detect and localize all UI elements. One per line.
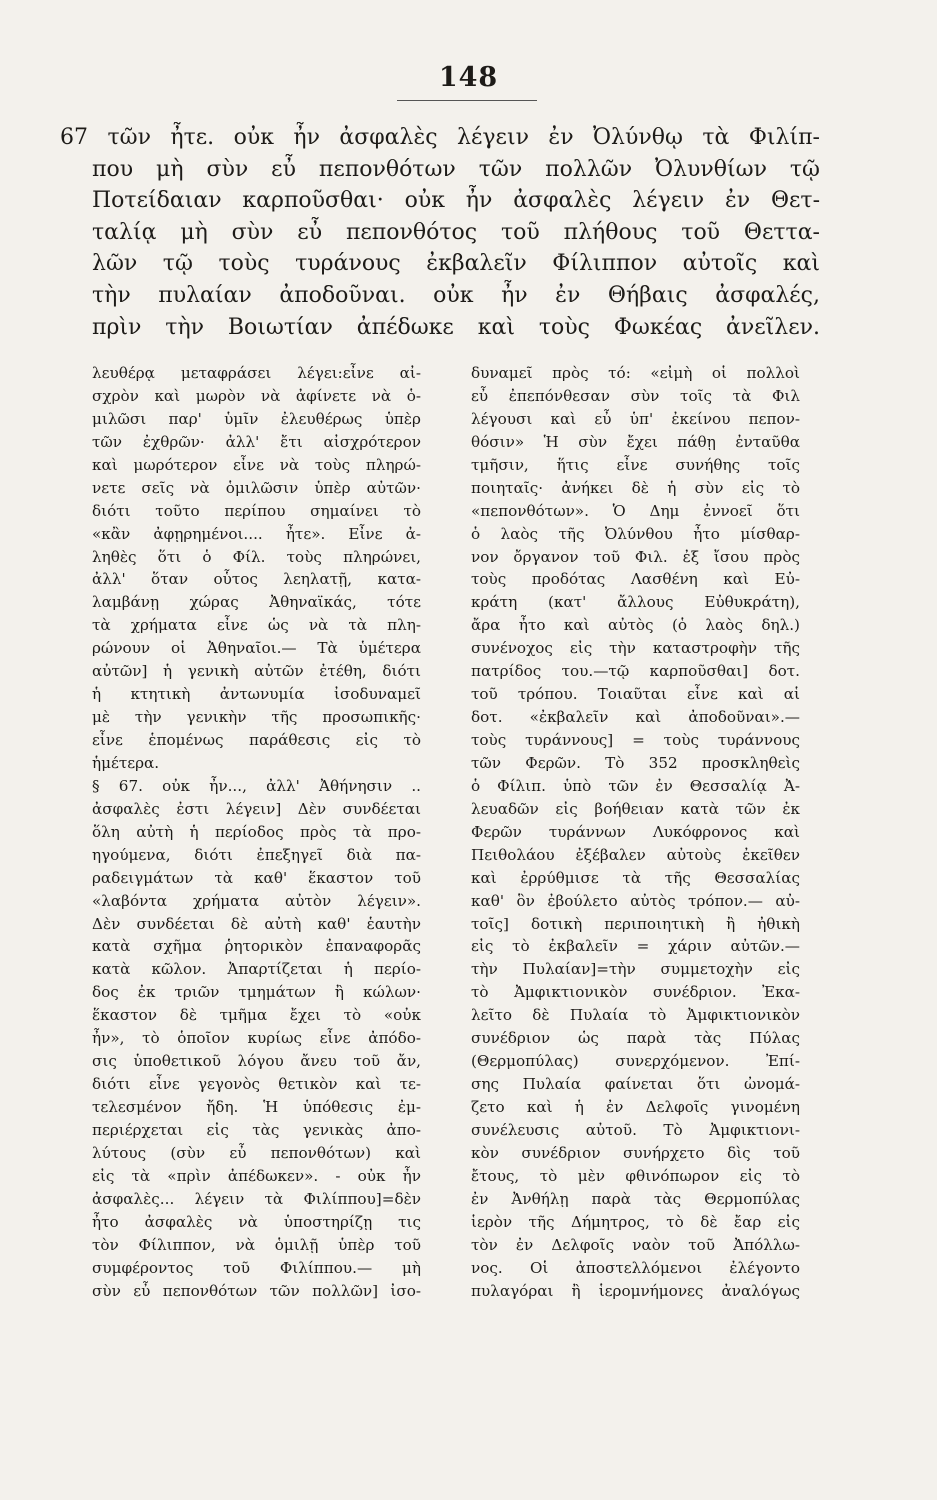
left-column-line: σις ὑποθετικοῦ λόγου ἄνευ τοῦ ἄν, [92,1052,421,1071]
left-column-line: ἡμέτερα. [92,753,160,772]
right-column-line: τοῦ τρόπου. Τοιαῦται εἶνε καὶ αἱ [471,685,800,704]
left-column-line: νετε σεῖς νὰ ὁμιλῶσιν ὑπὲρ αὐτῶν· [92,478,421,497]
left-column-line: τῶν ἐχθρῶν· ἀλλ' ἔτι αἰσχρότερον [92,432,421,451]
left-column-line: ραδειγμάτων τὰ καθ' ἕκαστον τοῦ [92,868,421,887]
left-column-line: λαμβάνῃ χώρας Ἀθηναϊκάς, τότε [92,593,421,612]
left-column-line: μιλῶσι παρ' ὑμῖν ἐλευθέρως ὑπὲρ [92,409,421,428]
left-column-line: συμφέροντος τοῦ Φιλίππου.— μὴ [92,1258,421,1277]
left-column [92,362,421,1302]
main-line: πρὶν τὴν Βοιωτίαν ἀπέδωκε καὶ τοὺς Φωκέας ἀνεῖλεν. [92,314,820,340]
right-column-line: σης Πυλαία φαίνεται ὅτι ὠνομά- [471,1075,800,1094]
right-column-line: ἔτους, τὸ μὲν φθινόπωρον εἰς τὸ [471,1166,800,1185]
left-column-line: σχρὸν καὶ μωρὸν νὰ ἀφίνετε νὰ ὁ- [92,386,421,405]
left-column-line: τὸν Φίλιππον, νὰ ὁμιλῇ ὑπὲρ τοῦ [92,1235,421,1254]
header-rule [397,100,537,101]
left-column-line: Δὲν συνδέεται δὲ αὐτὴ καθ' ἑαυτὴν [92,914,421,933]
right-column-line: συνένοχος εἰς τὴν καταστροφὴν τῆς [471,639,800,658]
left-column-line: ἦν», τὸ ὁποῖον κυρίως εἶνε ἀπόδο- [92,1029,421,1048]
right-column-line: τὸ Ἀμφικτιονικὸν συνέδριον. Ἐκα- [471,983,800,1002]
right-column [471,362,800,1302]
right-column-line: Φερῶν τυράννων Λυκόφρονος καὶ [471,822,800,841]
right-column-line: λευαδῶν εἰς βοήθειαν κατὰ τῶν ἐκ [471,799,800,818]
main-line: τὴν πυλαίαν ἀποδοῦναι. οὐκ ἦν ἐν Θήβαις ἀσφαλές, [92,282,820,308]
main-text [60,122,820,343]
right-column-line: πατρίδος του.—τῷ καρποῦσθαι] δοτ. [471,662,800,681]
right-column-line: ἄρα ἦτο καὶ αὐτὸς (ὁ λαὸς δηλ.) [471,616,800,635]
main-line: που μὴ σὺν εὖ πεπονθότων τῶν πολλῶν Ὀλυνθίων τῷ [92,156,820,182]
right-column-line: Πειθολάου ἐξέβαλεν αὐτοὺς ἐκεῖθεν [471,845,800,864]
left-column-line: διότι εἶνε γεγονὸς θετικὸν καὶ τε- [92,1075,421,1094]
right-column-line: δυναμεῖ πρὸς τό: «εἰμὴ οἱ πολλοὶ [471,364,800,382]
right-column-line: νος. Οἱ ἀποστελλόμενοι ἐλέγοντο [471,1258,800,1277]
left-column-line: εἶνε ἑπομένως παράθεσις εἰς τὸ [92,731,421,749]
left-column-line: εἰς τὰ «πρὶν ἀπέδωκεν». - οὐκ ἦν [92,1166,421,1185]
left-column-line: κατὰ σχῆμα ῥητορικὸν ἐπαναφορᾶς [92,937,421,956]
left-column-line: σὺν εὖ πεπονθότων τῶν πολλῶν] ἰσο- [92,1281,421,1300]
left-column-line: ὅλη αὐτὴ ἡ περίοδος πρὸς τὰ προ- [92,822,421,841]
right-column-line: «πεπονθότων». Ὁ Δημ ἐννοεῖ ὅτι [471,501,800,520]
left-column-line: αὐτῶν] ἡ γενικὴ αὐτῶν ἐτέθη, διότι [92,662,421,681]
left-column-line: ἕκαστον δὲ τμῆμα ἔχει τὸ «οὐκ [92,1006,421,1025]
right-column-line: τὸν ἐν Δελφοῖς ναὸν τοῦ Ἀπόλλω- [471,1235,800,1254]
right-column-line: εἰς τὸ ἐκβαλεῖν = χάριν αὐτῶν.— [471,937,800,956]
right-column-line: τὴν Πυλαίαν]=τὴν συμμετοχὴν εἰς [471,960,800,979]
right-column-line: τμῆσιν, ἥτις εἶνε συνήθης τοῖς [471,455,800,474]
page-number: 148 [438,62,499,93]
right-column-line: ζετο καὶ ἡ ἐν Δελφοῖς γινομένη [471,1098,800,1116]
right-column-line: κὸν συνέδριον συνήρχετο δὶς τοῦ [471,1143,800,1162]
left-column-line: ἦτο ἀσφαλὲς νὰ ὑποστηρίζῃ τις [92,1212,421,1231]
left-column-line: δος ἐκ τριῶν τμημάτων ἢ κώλων· [92,983,421,1002]
left-column-line: τελεσμένον ἤδη. Ἡ ὑπόθεσις ἐμ- [92,1098,421,1116]
line-number: 67 [60,125,88,150]
left-column-line: λύτους (σὺν εὖ πεπονθότων) καὶ [92,1143,421,1162]
main-line: λῶν τῷ τοὺς τυράνους ἐκβαλεῖν Φίλιππον αὐτοῖς καὶ [92,251,820,277]
main-line-text: τῶν ἦτε. οὐκ ἦν ἀσφαλὲς λέγειν ἐν Ὀλύνθῳ τὰ Φιλίπ- [107,125,820,150]
left-column-line: μὲ τὴν γενικὴν τῆς προσωπικῆς· [92,708,421,727]
right-column-line: δοτ. «ἐκβαλεῖν καὶ ἀποδοῦναι».— [471,708,800,727]
right-column-line: ἐν Ἀνθήλῃ παρὰ τὰς Θερμοπύλας [471,1189,800,1208]
right-column-line: τοὺς προδότας Λασθένη καὶ Εὐ- [471,570,800,589]
right-column-line: συνέδριον ὡς παρὰ τὰς Πύλας [471,1029,800,1048]
left-column-line: διότι τοῦτο περίπου σημαίνει τὸ [92,501,421,520]
left-column-line: ηγούμενα, διότι ἐπεξηγεῖ διὰ πα- [92,845,421,864]
right-column-line: καθ' ὃν ἐβούλετο αὐτὸς τρόπον.— αὐ- [471,891,800,910]
right-column-line: καὶ ἐρρύθμισε τὰ τῆς Θεσσαλίας [471,868,800,887]
left-column-line: καὶ μωρότερον εἶνε νὰ τοὺς πληρώ- [92,455,421,474]
commentary-columns [92,362,816,1382]
right-column-line: λέγουσι καὶ εὖ ὑπ' ἐκείνου πεπον- [471,409,800,428]
main-line [60,122,820,154]
right-column-line: λεῖτο δὲ Πυλαία τὸ Ἀμφικτιονικὸν [471,1006,800,1025]
left-column-line: «κἂν ἀφῃρημένοι.... ἦτε». Εἶνε ἀ- [92,524,421,543]
right-column-line: συνέλευσις αὐτοῦ. Τὸ Ἀμφικτιονι- [471,1120,800,1139]
right-column-line: τοὺς τυράννους] = τοὺς τυράννους [471,731,800,749]
right-column-line: ἱερὸν τῆς Δήμητρος, τὸ δὲ ἔαρ εἰς [471,1212,800,1231]
right-column-line: τῶν Φερῶν. Τὸ 352 προσκληθεὶς [471,753,800,772]
main-line: Ποτείδαιαν καρποῦσθαι· οὐκ ἦν ἀσφαλὲς λέγειν ἐν Θετ- [92,188,820,214]
left-column-line: «λαβόντα χρήματα αὐτὸν λέγειν». [92,891,421,910]
left-column-line: λευθέρᾳ μεταφράσει λέγει:εἶνε αἰ- [92,364,421,382]
left-column-line: § 67. οὐκ ἦν..., ἀλλ' Ἀθήνησιν .. [92,776,421,795]
left-column-line: ληθὲς ὅτι ὁ Φίλ. τοὺς πληρώνει, [92,547,421,566]
right-column-line: νον ὄργανον τοῦ Φιλ. ἐξ ἴσου πρὸς [471,547,800,566]
left-column-line: κατὰ κῶλον. Ἀπαρτίζεται ἡ περίο- [92,960,421,979]
right-column-line: ποιηταῖς· ἀνήκει δὲ ἡ σὺν εἰς τὸ [471,478,800,497]
left-column-line: ρώνουν οἱ Ἀθηναῖοι.— Τὰ ὑμέτερα [92,639,421,658]
right-column-line: ὁ Φίλιπ. ὑπὸ τῶν ἐν Θεσσαλίᾳ Ἀ- [471,776,800,795]
right-column-line: εὖ ἐπεπόνθεσαν σὺν τοῖς τὰ Φιλ [471,386,800,405]
main-line: ταλίᾳ μὴ σὺν εὖ πεπονθότος τοῦ πλήθους τοῦ Θεττα- [92,219,820,245]
right-column-line: κράτη (κατ' ἄλλους Εὐθυκράτη), [471,593,800,612]
right-column-line: θόσιν» Ἡ σὺν ἔχει πάθῃ ἐνταῦθα [471,432,800,451]
left-column-line: ἡ κτητικὴ ἀντωνυμία ἰσοδυναμεῖ [92,685,421,704]
left-column-line: περιέρχεται εἰς τὰς γενικὰς ἀπο- [92,1120,421,1139]
left-column-line: ἀλλ' ὅταν οὗτος λεηλατῇ, κατα- [92,570,421,589]
left-column-line: ἀσφαλὲς... λέγειν τὰ Φιλίππου]=δὲν [92,1189,421,1208]
left-column-line: ἀσφαλὲς ἐστι λέγειν] Δὲν συνδέεται [92,799,421,818]
right-column-line: ὁ λαὸς τῆς Ὀλύνθου ἦτο μίσθαρ- [471,524,800,543]
right-column-line: (Θερμοπύλας) συνερχόμενον. Ἐπί- [471,1052,800,1071]
right-column-line: πυλαγόραι ἢ ἱερομνήμονες ἀναλόγως [471,1281,800,1300]
right-column-line: τοῖς] δοτικὴ περιποιητικὴ ἢ ἠθικὴ [471,914,800,933]
left-column-line: τὰ χρήματα εἶνε ὡς νὰ τὰ πλη- [92,616,421,635]
